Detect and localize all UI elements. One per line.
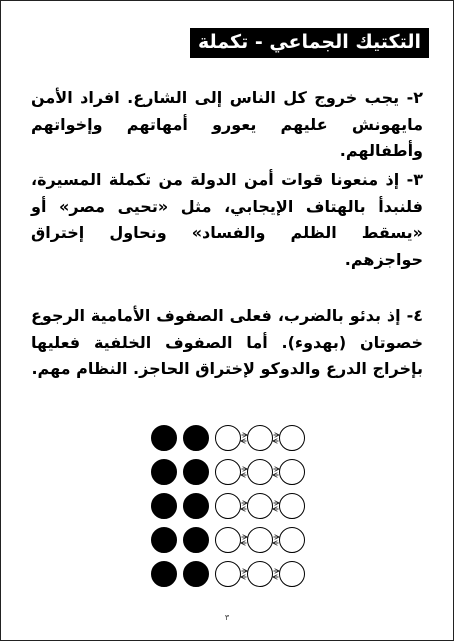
open-circle [248,562,273,587]
open-circle [216,562,241,587]
page-number: ٣ [224,613,230,622]
open-circle [248,528,273,553]
filled-circle [184,562,209,587]
filled-circle [184,426,209,451]
open-circle [280,460,305,485]
filled-circle [152,426,177,451]
open-circle [280,528,305,553]
paragraph-3: ٣- إذ منعونا قوات أمن الدولة من تكملة المسيرة، فلنبدأ بالهتاف الإيجابي، مثل «تحيى مصر» أو «يسقط الظلم والفساد» ونحاول إختراق حواجزهم. [31,170,423,269]
filled-circle [152,562,177,587]
open-circle [280,426,305,451]
open-circle [216,460,241,485]
section-title: التكتيك الجماعي - تكملة [190,28,429,58]
paragraph-4: ٤- إذ بدئو بالضرب، فعلى الصفوف الأمامية الرجوع خصوتان (بهدوء). أما الصفوف الخلفية فعليها بإخراج الدرع والدوكو لإختراق الحاجز. النظام مهم. [31,306,423,378]
filled-circle [184,494,209,519]
filled-circle [152,494,177,519]
open-circle [280,494,305,519]
open-circle [248,460,273,485]
open-circle [216,494,241,519]
open-circle [280,562,305,587]
open-circle [248,426,273,451]
open-circle [248,494,273,519]
open-circle [216,528,241,553]
formation-diagram [141,421,321,601]
filled-circle [184,528,209,553]
filled-circle [152,528,177,553]
open-circle [216,426,241,451]
filled-circle [152,460,177,485]
filled-circle [184,460,209,485]
paragraph-2: ٢- يجب خروج كل الناس إلى الشارع. افراد الأمن مايهونش عليهم يعورو أمهاتهم وإخواتهم وأطفالهم. [31,88,423,160]
